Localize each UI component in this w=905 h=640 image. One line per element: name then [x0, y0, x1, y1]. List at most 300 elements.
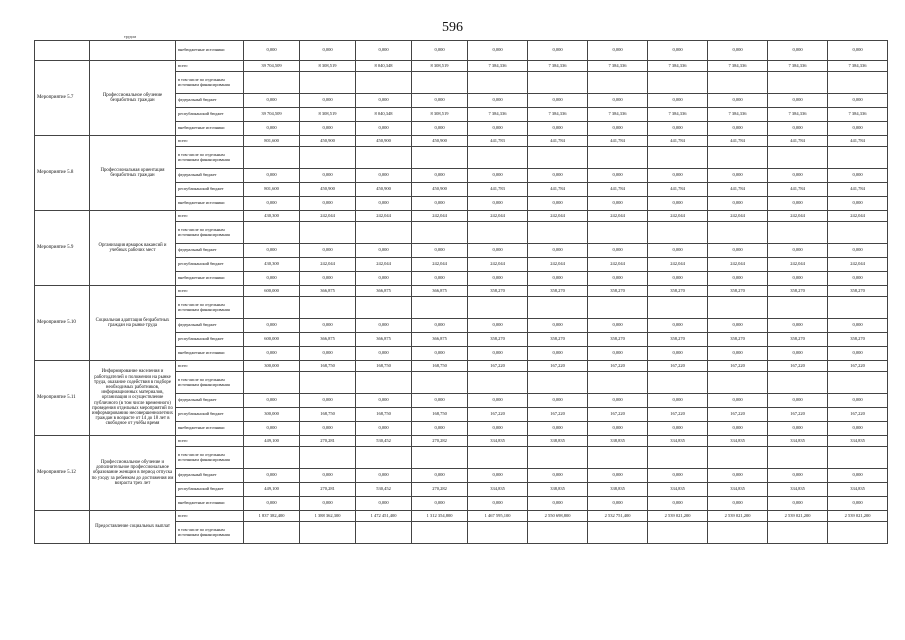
table-row	[35, 61, 888, 72]
amount-cell: 334,835	[768, 436, 828, 447]
amount-cell: 0,000	[300, 272, 356, 286]
measure-label: Мероприятие 5.7	[35, 61, 90, 136]
funding-source: всего	[176, 61, 244, 72]
measure-name: Организация ярмарок вакансий и учебных рабочих мест	[90, 211, 176, 286]
amount-cell: 167,220	[588, 361, 648, 372]
amount-cell	[356, 222, 412, 244]
amount-cell: 0,000	[588, 272, 648, 286]
amount-cell	[768, 222, 828, 244]
amount-cell	[708, 297, 768, 319]
amount-cell	[768, 72, 828, 94]
amount-cell: 334,835	[828, 483, 888, 497]
amount-cell	[708, 222, 768, 244]
amount-cell	[300, 297, 356, 319]
carryover-text: трудом	[124, 34, 136, 39]
amount-cell: 0,000	[468, 197, 528, 211]
amount-cell: 600,000	[244, 333, 300, 347]
funding-source: всего	[176, 211, 244, 222]
amount-cell: 0,000	[828, 169, 888, 183]
amount-cell: 0,000	[300, 169, 356, 183]
amount-cell: 0,000	[648, 197, 708, 211]
amount-cell	[412, 147, 468, 169]
amount-cell: 0,000	[588, 94, 648, 108]
amount-cell: 167,220	[528, 361, 588, 372]
amount-cell: 167,220	[768, 408, 828, 422]
page-number: 596	[442, 20, 463, 35]
funding-source: республиканский бюджет	[176, 483, 244, 497]
amount-cell: 0,000	[528, 94, 588, 108]
amount-cell: 7 384,336	[468, 61, 528, 72]
amount-cell: 2 539 021,200	[648, 511, 708, 522]
amount-cell	[648, 147, 708, 169]
amount-cell	[648, 522, 708, 544]
amount-cell: 358,270	[648, 286, 708, 297]
amount-cell: 366,875	[300, 286, 356, 297]
amount-cell: 0,000	[244, 347, 300, 361]
amount-cell: 0,000	[244, 272, 300, 286]
amount-cell: 0,000	[356, 94, 412, 108]
amount-cell: 1 837 382,400	[244, 511, 300, 522]
amount-cell	[588, 447, 648, 469]
amount-cell: 0,000	[356, 41, 412, 61]
amount-cell: 7 384,336	[768, 61, 828, 72]
amount-cell: 0,000	[300, 244, 356, 258]
funding-source: внебюджетные источники	[176, 122, 244, 136]
amount-cell: 242,044	[412, 258, 468, 272]
amount-cell: 0,000	[708, 41, 768, 61]
amount-cell	[528, 147, 588, 169]
amount-cell: 0,000	[528, 41, 588, 61]
amount-cell: 0,000	[648, 244, 708, 258]
measure-name	[90, 41, 176, 61]
amount-cell: 449,100	[244, 483, 300, 497]
amount-cell: 366,875	[300, 333, 356, 347]
amount-cell: 0,000	[708, 197, 768, 211]
table-row	[35, 436, 888, 447]
amount-cell	[412, 72, 468, 94]
amount-cell	[468, 297, 528, 319]
amount-cell: 450,900	[300, 183, 356, 197]
amount-cell: 0,000	[708, 497, 768, 511]
amount-cell: 358,270	[528, 333, 588, 347]
amount-cell: 0,000	[528, 422, 588, 436]
amount-cell: 0,000	[768, 94, 828, 108]
amount-cell	[648, 297, 708, 319]
amount-cell: 7 384,336	[648, 108, 708, 122]
amount-cell: 441,784	[588, 136, 648, 147]
amount-cell	[356, 147, 412, 169]
amount-cell	[768, 147, 828, 169]
amount-cell	[528, 372, 588, 394]
amount-cell: 0,000	[412, 347, 468, 361]
amount-cell: 0,000	[828, 319, 888, 333]
amount-cell: 358,270	[588, 286, 648, 297]
amount-cell: 168,750	[412, 408, 468, 422]
measure-label: Мероприятие 5.9	[35, 211, 90, 286]
funding-source: в том числе по отдельным источникам финансирования	[176, 447, 244, 469]
amount-cell: 530,452	[356, 436, 412, 447]
amount-cell	[648, 372, 708, 394]
amount-cell: 242,044	[300, 211, 356, 222]
amount-cell: 0,000	[708, 122, 768, 136]
amount-cell: 0,000	[528, 122, 588, 136]
amount-cell: 0,000	[648, 394, 708, 408]
table-row	[35, 361, 888, 372]
amount-cell: 270,282	[412, 483, 468, 497]
amount-cell: 0,000	[300, 497, 356, 511]
amount-cell: 0,000	[412, 422, 468, 436]
amount-cell	[648, 222, 708, 244]
amount-cell: 7 384,336	[588, 108, 648, 122]
amount-cell: 0,000	[768, 197, 828, 211]
amount-cell: 430,300	[244, 211, 300, 222]
amount-cell: 0,000	[708, 422, 768, 436]
amount-cell: 167,220	[528, 408, 588, 422]
amount-cell: 0,000	[468, 122, 528, 136]
funding-source: федеральный бюджет	[176, 244, 244, 258]
amount-cell	[412, 297, 468, 319]
amount-cell: 0,000	[244, 469, 300, 483]
amount-cell: 0,000	[528, 469, 588, 483]
measure-label: Мероприятие 5.11	[35, 361, 90, 436]
amount-cell: 366,875	[412, 333, 468, 347]
amount-cell	[708, 522, 768, 544]
amount-cell: 0,000	[588, 169, 648, 183]
amount-cell	[244, 297, 300, 319]
amount-cell: 167,220	[648, 408, 708, 422]
amount-cell: 7 384,336	[528, 108, 588, 122]
amount-cell: 168,750	[300, 361, 356, 372]
funding-source: в том числе по отдельным источникам финансирования	[176, 372, 244, 394]
amount-cell	[588, 372, 648, 394]
amount-cell: 450,900	[356, 136, 412, 147]
amount-cell	[468, 372, 528, 394]
amount-cell: 358,270	[708, 286, 768, 297]
amount-cell: 0,000	[828, 497, 888, 511]
amount-cell	[528, 522, 588, 544]
amount-cell: 0,000	[588, 347, 648, 361]
amount-cell: 366,875	[412, 286, 468, 297]
amount-cell	[828, 447, 888, 469]
amount-cell: 0,000	[588, 394, 648, 408]
amount-cell: 242,044	[528, 258, 588, 272]
amount-cell: 358,270	[828, 286, 888, 297]
amount-cell: 7 384,336	[468, 108, 528, 122]
measure-name: Социальная адаптация безработных граждан на рынке труда	[90, 286, 176, 361]
amount-cell: 1 388 362,300	[300, 511, 356, 522]
amount-cell: 0,000	[528, 319, 588, 333]
amount-cell: 167,220	[828, 361, 888, 372]
amount-cell: 0,000	[828, 122, 888, 136]
amount-cell: 0,000	[708, 394, 768, 408]
amount-cell	[588, 222, 648, 244]
amount-cell: 358,270	[768, 333, 828, 347]
funding-source: внебюджетные источники	[176, 422, 244, 436]
amount-cell: 0,000	[768, 41, 828, 61]
funding-source: федеральный бюджет	[176, 319, 244, 333]
amount-cell: 338,835	[588, 483, 648, 497]
amount-cell: 338,835	[528, 436, 588, 447]
amount-cell	[412, 372, 468, 394]
amount-cell: 0,000	[244, 94, 300, 108]
amount-cell	[468, 522, 528, 544]
amount-cell: 242,044	[768, 211, 828, 222]
amount-cell: 441,784	[528, 183, 588, 197]
amount-cell: 0,000	[648, 422, 708, 436]
funding-source: республиканский бюджет	[176, 408, 244, 422]
amount-cell	[648, 447, 708, 469]
amount-cell: 242,044	[356, 258, 412, 272]
amount-cell	[708, 72, 768, 94]
amount-cell: 0,000	[468, 272, 528, 286]
funding-source: республиканский бюджет	[176, 183, 244, 197]
amount-cell: 0,000	[300, 122, 356, 136]
funding-table	[34, 40, 888, 544]
amount-cell	[588, 147, 648, 169]
amount-cell	[244, 522, 300, 544]
amount-cell: 441,784	[528, 136, 588, 147]
amount-cell	[588, 522, 648, 544]
amount-cell: 242,044	[768, 258, 828, 272]
amount-cell: 0,000	[356, 469, 412, 483]
amount-cell: 300,000	[244, 361, 300, 372]
amount-cell: 441,783	[468, 183, 528, 197]
amount-cell: 0,000	[356, 497, 412, 511]
table-row	[35, 286, 888, 297]
amount-cell: 7 384,336	[528, 61, 588, 72]
amount-cell: 242,044	[648, 258, 708, 272]
amount-cell: 270,281	[300, 483, 356, 497]
amount-cell: 0,000	[768, 347, 828, 361]
amount-cell	[356, 522, 412, 544]
amount-cell: 167,220	[648, 361, 708, 372]
amount-cell	[356, 297, 412, 319]
funding-source: в том числе по отдельным источникам финансирования	[176, 147, 244, 169]
amount-cell	[828, 522, 888, 544]
amount-cell	[244, 447, 300, 469]
amount-cell: 8 040,348	[356, 108, 412, 122]
amount-cell: 7 384,336	[828, 61, 888, 72]
amount-cell: 0,000	[828, 41, 888, 61]
funding-source: в том числе по отдельным источникам финансирования	[176, 297, 244, 319]
amount-cell: 7 384,336	[588, 61, 648, 72]
amount-cell: 0,000	[244, 197, 300, 211]
amount-cell	[768, 447, 828, 469]
amount-cell: 0,000	[708, 244, 768, 258]
amount-cell: 0,000	[648, 169, 708, 183]
amount-cell: 0,000	[468, 244, 528, 258]
amount-cell: 0,000	[528, 272, 588, 286]
amount-cell: 334,835	[708, 483, 768, 497]
amount-cell: 39 704,509	[244, 108, 300, 122]
funding-source: всего	[176, 361, 244, 372]
amount-cell	[648, 72, 708, 94]
amount-cell: 0,000	[468, 422, 528, 436]
amount-cell: 0,000	[768, 469, 828, 483]
amount-cell: 0,000	[588, 41, 648, 61]
amount-cell: 0,000	[468, 497, 528, 511]
funding-source: внебюджетные источники	[176, 272, 244, 286]
amount-cell: 8 308,519	[300, 61, 356, 72]
amount-cell	[300, 522, 356, 544]
amount-cell: 0,000	[468, 319, 528, 333]
amount-cell: 0,000	[828, 272, 888, 286]
amount-cell: 0,000	[412, 272, 468, 286]
amount-cell: 366,875	[356, 333, 412, 347]
amount-cell: 338,835	[588, 436, 648, 447]
amount-cell	[300, 72, 356, 94]
amount-cell: 167,220	[468, 408, 528, 422]
amount-cell: 358,270	[468, 333, 528, 347]
amount-cell: 7 384,336	[828, 108, 888, 122]
measure-label	[35, 41, 90, 61]
table-row	[35, 41, 888, 61]
amount-cell	[300, 372, 356, 394]
amount-cell: 0,000	[244, 497, 300, 511]
amount-cell: 0,000	[768, 272, 828, 286]
amount-cell: 441,783	[468, 136, 528, 147]
amount-cell: 0,000	[300, 394, 356, 408]
amount-cell: 0,000	[356, 272, 412, 286]
funding-source: федеральный бюджет	[176, 94, 244, 108]
amount-cell: 1 467 595,100	[468, 511, 528, 522]
amount-cell: 0,000	[412, 169, 468, 183]
funding-source: федеральный бюджет	[176, 169, 244, 183]
amount-cell: 0,000	[412, 122, 468, 136]
table-row	[35, 136, 888, 147]
amount-cell: 0,000	[300, 422, 356, 436]
amount-cell: 0,000	[648, 497, 708, 511]
amount-cell: 0,000	[300, 94, 356, 108]
amount-cell: 0,000	[528, 347, 588, 361]
amount-cell: 358,270	[528, 286, 588, 297]
amount-cell: 0,000	[768, 394, 828, 408]
amount-cell: 0,000	[356, 394, 412, 408]
funding-source: внебюджетные источники	[176, 497, 244, 511]
amount-cell: 168,750	[300, 408, 356, 422]
amount-cell	[828, 372, 888, 394]
amount-cell: 334,835	[468, 436, 528, 447]
amount-cell: 0,000	[468, 469, 528, 483]
amount-cell: 0,000	[708, 94, 768, 108]
amount-cell: 441,784	[588, 183, 648, 197]
amount-cell: 0,000	[300, 41, 356, 61]
amount-cell	[244, 72, 300, 94]
amount-cell: 0,000	[412, 41, 468, 61]
amount-cell: 334,835	[768, 483, 828, 497]
amount-cell	[528, 72, 588, 94]
amount-cell: 0,000	[588, 422, 648, 436]
amount-cell: 242,044	[708, 211, 768, 222]
amount-cell: 450,900	[412, 136, 468, 147]
amount-cell: 0,000	[468, 41, 528, 61]
amount-cell: 0,000	[244, 394, 300, 408]
amount-cell: 358,270	[828, 333, 888, 347]
amount-cell: 0,000	[468, 347, 528, 361]
amount-cell: 8 308,519	[412, 61, 468, 72]
amount-cell: 0,000	[648, 469, 708, 483]
amount-cell	[300, 447, 356, 469]
amount-cell: 242,044	[588, 211, 648, 222]
amount-cell	[468, 72, 528, 94]
amount-cell	[708, 147, 768, 169]
amount-cell: 0,000	[768, 122, 828, 136]
amount-cell	[828, 72, 888, 94]
amount-cell	[768, 297, 828, 319]
amount-cell: 0,000	[244, 244, 300, 258]
amount-cell: 167,220	[708, 361, 768, 372]
amount-cell: 0,000	[708, 272, 768, 286]
amount-cell	[468, 447, 528, 469]
amount-cell: 168,750	[356, 361, 412, 372]
amount-cell: 1 312 354,800	[412, 511, 468, 522]
amount-cell	[528, 297, 588, 319]
amount-cell: 0,000	[648, 347, 708, 361]
amount-cell	[468, 222, 528, 244]
amount-cell: 0,000	[648, 272, 708, 286]
amount-cell	[528, 447, 588, 469]
amount-cell: 441,784	[708, 136, 768, 147]
amount-cell: 242,044	[468, 258, 528, 272]
table-row	[35, 211, 888, 222]
amount-cell: 8 308,519	[300, 108, 356, 122]
amount-cell: 450,900	[356, 183, 412, 197]
amount-cell: 0,000	[588, 244, 648, 258]
funding-source: в том числе по отдельным источникам финансирования	[176, 72, 244, 94]
amount-cell	[768, 522, 828, 544]
funding-source: республиканский бюджет	[176, 258, 244, 272]
amount-cell: 167,220	[708, 408, 768, 422]
amount-cell: 600,000	[244, 286, 300, 297]
amount-cell: 0,000	[588, 319, 648, 333]
amount-cell: 0,000	[648, 41, 708, 61]
amount-cell: 0,000	[768, 169, 828, 183]
amount-cell: 0,000	[356, 347, 412, 361]
funding-source: республиканский бюджет	[176, 108, 244, 122]
amount-cell: 450,900	[300, 136, 356, 147]
funding-source: внебюджетные источники	[176, 197, 244, 211]
amount-cell: 0,000	[588, 197, 648, 211]
amount-cell	[708, 447, 768, 469]
amount-cell: 0,000	[528, 394, 588, 408]
amount-cell	[528, 222, 588, 244]
amount-cell: 358,270	[708, 333, 768, 347]
amount-cell: 242,044	[588, 258, 648, 272]
amount-cell: 167,220	[588, 408, 648, 422]
amount-cell: 167,220	[828, 408, 888, 422]
amount-cell: 366,875	[356, 286, 412, 297]
amount-cell: 450,900	[412, 183, 468, 197]
table-body	[35, 41, 888, 544]
amount-cell: 0,000	[244, 41, 300, 61]
amount-cell: 0,000	[300, 469, 356, 483]
amount-cell: 334,835	[468, 483, 528, 497]
funding-source: в том числе по отдельным источникам финансирования	[176, 522, 244, 544]
funding-source: федеральный бюджет	[176, 469, 244, 483]
amount-cell: 0,000	[356, 244, 412, 258]
amount-cell	[412, 222, 468, 244]
amount-cell: 0,000	[412, 469, 468, 483]
amount-cell: 0,000	[412, 244, 468, 258]
amount-cell: 0,000	[648, 94, 708, 108]
amount-cell: 167,220	[768, 361, 828, 372]
amount-cell: 358,270	[768, 286, 828, 297]
amount-cell	[356, 372, 412, 394]
amount-cell	[300, 222, 356, 244]
amount-cell	[244, 372, 300, 394]
amount-cell: 0,000	[412, 319, 468, 333]
amount-cell: 0,000	[828, 394, 888, 408]
